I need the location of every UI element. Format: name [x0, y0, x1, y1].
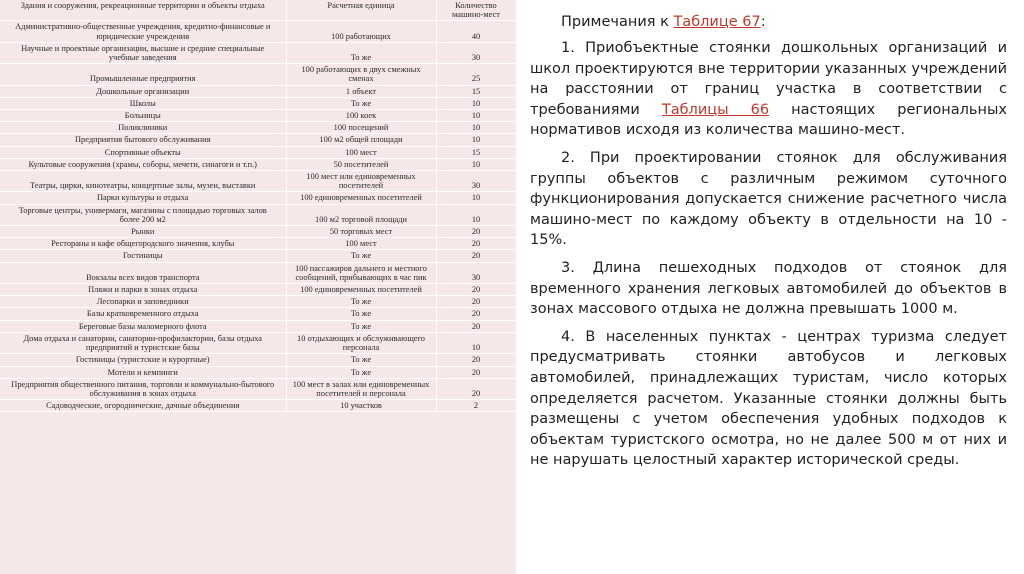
- cell-count: 10: [436, 158, 516, 170]
- table-body: [0, 21, 516, 412]
- table-row: [0, 296, 516, 308]
- cell-building: Базы кратковременного отдыха: [0, 308, 286, 320]
- cell-building: Торговые центры, универмаги, магазины с площадью торговых залов более 200 м2: [0, 204, 286, 225]
- table-row: [0, 42, 516, 63]
- cell-unit: 10 отдыхающих и обслуживающего персонала: [286, 332, 436, 353]
- table-row: [0, 354, 516, 366]
- cell-count: 20: [436, 238, 516, 250]
- cell-building: Рынки: [0, 226, 286, 238]
- cell-unit: 100 работающих: [286, 21, 436, 42]
- cell-unit: 50 торговых мест: [286, 226, 436, 238]
- cell-building: Парки культуры и отдыха: [0, 192, 286, 204]
- cell-unit: 100 посещений: [286, 122, 436, 134]
- note-1: 1. Приобъектные стоянки дошкольных организаций и школ проектируются вне территории указанных учреждений на расстоянии от границ участка в соответствии с требованиями Таблицы 66 настоящих региональных нормативов исходя из количества машино-мест.: [530, 40, 1007, 139]
- table-row: [0, 21, 516, 42]
- cell-unit: 100 мест: [286, 146, 436, 158]
- cell-unit: 50 посетителей: [286, 158, 436, 170]
- table-row: [0, 262, 516, 283]
- table-row: [0, 110, 516, 122]
- cell-unit: То же: [286, 250, 436, 262]
- cell-building: Мотели и кемпинги: [0, 366, 286, 378]
- cell-building: Научные и проектные организации, высшие и средние специальные учебные заведения: [0, 42, 286, 63]
- cell-count: 30: [436, 171, 516, 192]
- table-row: [0, 64, 516, 85]
- cell-count: 15: [436, 146, 516, 158]
- table-row: [0, 134, 516, 146]
- cell-unit: 100 мест в залах или единовременных посетителей и персонала: [286, 378, 436, 399]
- table-row: [0, 97, 516, 109]
- cell-building: Садоводческие, огороднические, дачные объединения: [0, 400, 286, 412]
- cell-building: Театры, цирки, кинотеатры, концертные залы, музеи, выставки: [0, 171, 286, 192]
- cell-building: Культовые сооружения (храмы, соборы, мечети, синагоги и т.п.): [0, 158, 286, 170]
- cell-building: Дома отдыха и санатории, санатории-профилактории, базы отдыха предприятий и туристские базы: [0, 332, 286, 353]
- cell-count: 20: [436, 354, 516, 366]
- cell-building: Больницы: [0, 110, 286, 122]
- cell-building: Предприятия бытового обслуживания: [0, 134, 286, 146]
- cell-building: Школы: [0, 97, 286, 109]
- cell-count: 20: [436, 308, 516, 320]
- cell-count: 20: [436, 250, 516, 262]
- cell-count: 20: [436, 284, 516, 296]
- cell-building: Поликлиники: [0, 122, 286, 134]
- cell-count: 25: [436, 64, 516, 85]
- cell-count: 20: [436, 296, 516, 308]
- table-row: [0, 284, 516, 296]
- cell-unit: 100 единовременных посетителей: [286, 284, 436, 296]
- cell-unit: 10 участков: [286, 400, 436, 412]
- header-unit: Расчетная единица: [286, 0, 436, 21]
- table-header-row: [0, 0, 516, 21]
- cell-count: 10: [436, 110, 516, 122]
- table-row: [0, 238, 516, 250]
- table-row: [0, 250, 516, 262]
- table-row: [0, 400, 516, 412]
- table-row: [0, 332, 516, 353]
- cell-unit: 1 объект: [286, 85, 436, 97]
- table-row: [0, 366, 516, 378]
- cell-unit: 100 коек: [286, 110, 436, 122]
- cell-unit: 100 мест или единовременных посетителей: [286, 171, 436, 192]
- cell-building: Вокзалы всех видов транспорта: [0, 262, 286, 283]
- table-row: [0, 192, 516, 204]
- cell-count: 2: [436, 400, 516, 412]
- cell-count: 10: [436, 192, 516, 204]
- cell-building: Пляжи и парки в зонах отдыха: [0, 284, 286, 296]
- cell-count: 15: [436, 85, 516, 97]
- cell-count: 20: [436, 378, 516, 399]
- cell-unit: 100 м2 общей площади: [286, 134, 436, 146]
- note-2: 2. При проектировании стоянок для обслуживания группы объектов с различным режимом суточного функционирования допускается снижение расчетного числа машино-мест по каждому объекту в отдельности на 10 - 15%.: [530, 149, 1007, 249]
- cell-count: 20: [436, 320, 516, 332]
- cell-count: 10: [436, 332, 516, 353]
- table-row: [0, 85, 516, 97]
- cell-building: Дошкольные организации: [0, 85, 286, 97]
- cell-count: 20: [436, 366, 516, 378]
- cell-unit: 100 мест: [286, 238, 436, 250]
- table-66-link[interactable]: Таблицы 66: [661, 101, 770, 118]
- table-row: [0, 158, 516, 170]
- cell-unit: 100 м2 торговой площади: [286, 204, 436, 225]
- cell-building: Лесопарки и заповедники: [0, 296, 286, 308]
- cell-count: 20: [436, 226, 516, 238]
- table-row: [0, 171, 516, 192]
- cell-count: 10: [436, 134, 516, 146]
- cell-building: Гостиницы (туристские и курортные): [0, 354, 286, 366]
- cell-building: Административно-общественные учреждения, кредитно-финансовые и юридические учреждения: [0, 21, 286, 42]
- table-row: [0, 320, 516, 332]
- cell-unit: То же: [286, 366, 436, 378]
- cell-count: 10: [436, 204, 516, 225]
- cell-unit: То же: [286, 97, 436, 109]
- table-notes: [530, 12, 1007, 478]
- cell-unit: То же: [286, 296, 436, 308]
- cell-count: 10: [436, 122, 516, 134]
- table-row: [0, 204, 516, 225]
- header-building: Здания и сооружения, рекреационные территории и объекты отдыха: [0, 0, 286, 21]
- cell-count: 30: [436, 262, 516, 283]
- cell-unit: 100 единовременных посетителей: [286, 192, 436, 204]
- table-row: [0, 146, 516, 158]
- notes-title: Примечания к Таблице 67:: [561, 14, 766, 30]
- cell-unit: 100 пассажиров дальнего и местного сообщений, прибывающих в час пик: [286, 262, 436, 283]
- header-count: Количество машино-мест: [436, 0, 516, 21]
- note-4: 4. В населенных пунктах - центрах туризма следует предусматривать стоянки автобусов и легковых автомобилей, принадлежащих туристам, число которых определяется расчетом. Указанные стоянки должны быть размещены с учетом обеспечения удобных подходов к объектам туристского осмотра, но не далее 500 м от них и не нарушать целостный характер исторической среды.: [530, 328, 1007, 469]
- table-row: [0, 226, 516, 238]
- cell-unit: То же: [286, 42, 436, 63]
- cell-building: Береговые базы маломерного флота: [0, 320, 286, 332]
- cell-unit: 100 работающих в двух смежных сменах: [286, 64, 436, 85]
- cell-building: Гостиницы: [0, 250, 286, 262]
- cell-building: Предприятия общественного питания, торговли и коммунально-бытового обслуживания в зонах отдыха: [0, 378, 286, 399]
- cell-count: 10: [436, 97, 516, 109]
- table-row: [0, 378, 516, 399]
- table-67-link[interactable]: Таблице 67: [673, 14, 761, 30]
- cell-count: 40: [436, 21, 516, 42]
- cell-building: Рестораны и кафе общегородского значения, клубы: [0, 238, 286, 250]
- cell-unit: То же: [286, 354, 436, 366]
- table-row: [0, 122, 516, 134]
- note-3: 3. Длина пешеходных подходов от стоянок для временного хранения легковых автомобилей до объектов в зонах массового отдыха не должна превышать 1000 м.: [530, 259, 1007, 318]
- parking-norms-table: [0, 0, 516, 412]
- cell-unit: То же: [286, 308, 436, 320]
- cell-unit: То же: [286, 320, 436, 332]
- cell-building: Спортивные объекты: [0, 146, 286, 158]
- table-row: [0, 308, 516, 320]
- cell-count: 30: [436, 42, 516, 63]
- cell-building: Промышленные предприятия: [0, 64, 286, 85]
